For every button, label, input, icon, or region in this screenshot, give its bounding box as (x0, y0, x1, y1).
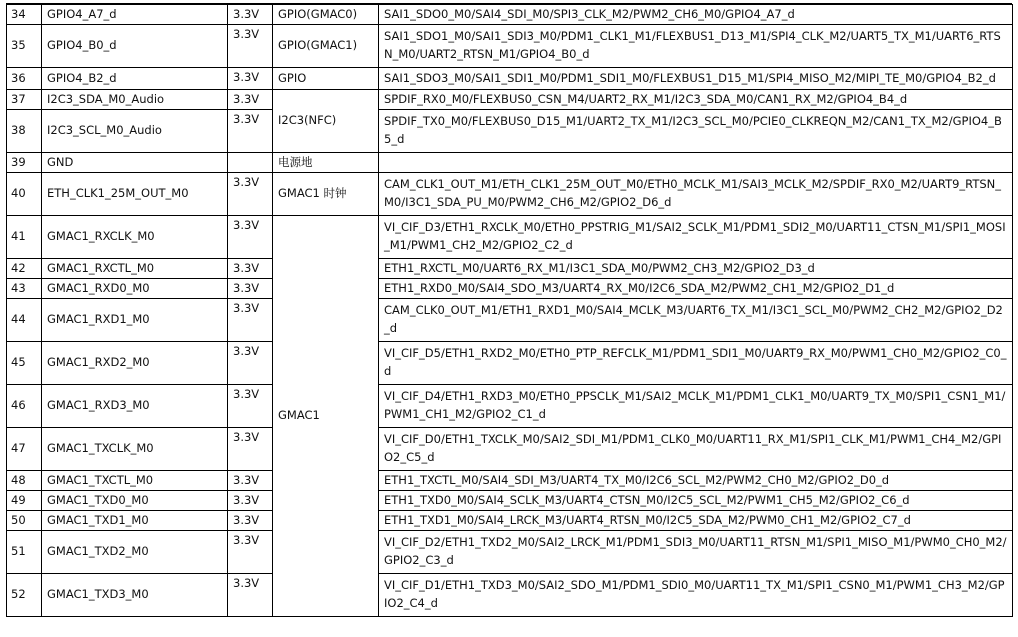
pin-number: 42 (7, 259, 42, 279)
pin-functions: CAM_CLK0_OUT_M1/ETH1_RXD1_M0/SAI4_MCLK_M3/UART6_TX_M1/I3C1_SCL_M0/PWM2_CH2_M2/GPIO2_D2_d (379, 299, 1013, 342)
pin-number: 49 (7, 491, 42, 511)
pin-voltage: 3.3V (228, 491, 273, 511)
pin-functions: ETH1_TXD0_M0/SAI4_SCLK_M3/UART4_CTSN_M0/I2C5_SCL_M2/PWM1_CH5_M2/GPIO2_C6_d (379, 491, 1013, 511)
pin-number: 51 (7, 531, 42, 574)
pin-name: GMAC1_TXD3_M0 (42, 574, 228, 617)
pin-name: GPIO4_B2_d (42, 68, 228, 90)
pin-name: GMAC1_TXD2_M0 (42, 531, 228, 574)
pin-voltage: 3.3V (228, 531, 273, 574)
pin-number: 34 (7, 5, 42, 25)
pin-functions: CAM_CLK1_OUT_M1/ETH_CLK1_25M_OUT_M0/ETH0_MCLK_M1/SAI3_MCLK_M2/SPDIF_RX0_M2/UART9_RTSN_M0/I3C1_SDA_PU_M0/PWM2_CH6_M2/GPIO2_D6_d (379, 173, 1013, 216)
table-row (7, 90, 1013, 110)
pin-functions: VI_CIF_D5/ETH1_RXD2_M0/ETH0_PTP_REFCLK_M1/PDM1_SDI1_M0/UART9_RX_M0/PWM1_CH0_M2/GPIO2_C0_d (379, 342, 1013, 385)
pin-number: 50 (7, 511, 42, 531)
pin-voltage: 3.3V (228, 90, 273, 110)
pin-functions: SAI1_SDO1_M0/SAI1_SDI3_M0/PDM1_CLK1_M1/FLEXBUS1_D13_M1/SPI4_CLK_M2/UART5_TX_M1/UART6_RTSN_M0/UART2_RTSN_M1/GPIO4_B0_d (379, 25, 1013, 68)
table-row (7, 25, 1013, 68)
pin-number: 40 (7, 173, 42, 216)
pin-functions: VI_CIF_D2/ETH1_TXD2_M0/SAI2_LRCK_M1/PDM1_SDI3_M0/UART11_RTSN_M1/SPI1_MISO_M1/PWM0_CH0_M2/GPIO2_C3_d (379, 531, 1013, 574)
pin-name: GMAC1_RXCLK_M0 (42, 216, 228, 259)
pin-voltage: 3.3V (228, 25, 273, 68)
pin-functions: VI_CIF_D0/ETH1_TXCLK_M0/SAI2_SDI_M1/PDM1_CLK0_M0/UART11_RX_M1/SPI1_CLK_M1/PWM1_CH4_M2/GPIO2_C5_d (379, 428, 1013, 471)
pin-name: ETH_CLK1_25M_OUT_M0 (42, 173, 228, 216)
pin-functions: ETH1_TXD1_M0/SAI4_LRCK_M3/UART4_RTSN_M0/I2C5_SDA_M2/PWM0_CH1_M2/GPIO2_C7_d (379, 511, 1013, 531)
pin-number: 44 (7, 299, 42, 342)
pin-voltage (228, 153, 273, 173)
table-row (7, 110, 1013, 153)
pin-voltage: 3.3V (228, 216, 273, 259)
pin-functions: ETH1_TXCTL_M0/SAI4_SDI_M3/UART4_TX_M0/I2C6_SCL_M2/PWM2_CH0_M2/GPIO2_D0_d (379, 471, 1013, 491)
pin-voltage: 3.3V (228, 574, 273, 617)
pin-functions: ETH1_RXD0_M0/SAI4_SDO_M3/UART4_RX_M0/I2C6_SDA_M2/PWM2_CH1_M2/GPIO2_D1_d (379, 279, 1013, 299)
pin-functions: SAI1_SDO3_M0/SAI1_SDI1_M0/PDM1_SDI1_M0/FLEXBUS1_D15_M1/SPI4_MISO_M2/MIPI_TE_M0/GPIO4_B2_d (379, 68, 1013, 90)
pin-functions: SPDIF_TX0_M0/FLEXBUS0_D15_M1/UART2_TX_M1/I2C3_SCL_M0/PCIE0_CLKREQN_M2/CAN1_TX_M2/GPIO4_B5_d (379, 110, 1013, 153)
pin-voltage: 3.3V (228, 173, 273, 216)
table-row (7, 216, 1013, 259)
pin-name: GMAC1_TXD1_M0 (42, 511, 228, 531)
pin-name: I2C3_SCL_M0_Audio (42, 110, 228, 153)
table-row (7, 5, 1013, 25)
pin-name: GMAC1_RXD3_M0 (42, 385, 228, 428)
pin-name: GMAC1_RXD1_M0 (42, 299, 228, 342)
table-row (7, 531, 1013, 574)
table-row (7, 259, 1013, 279)
pin-name: GMAC1_RXD2_M0 (42, 342, 228, 385)
pin-group: 电源地 (273, 153, 379, 173)
pin-functions: VI_CIF_D4/ETH1_RXD3_M0/ETH0_PPSCLK_M1/SAI2_MCLK_M1/PDM1_CLK1_M0/UART9_TX_M0/SPI1_CSN1_M1/PWM1_CH1_M2/GPIO2_C1_d (379, 385, 1013, 428)
pin-functions: ETH1_RXCTL_M0/UART6_RX_M1/I3C1_SDA_M0/PWM2_CH3_M2/GPIO2_D3_d (379, 259, 1013, 279)
pin-voltage: 3.3V (228, 299, 273, 342)
pin-number: 43 (7, 279, 42, 299)
pin-name: GMAC1_RXCTL_M0 (42, 259, 228, 279)
pin-number: 46 (7, 385, 42, 428)
pin-number: 39 (7, 153, 42, 173)
pin-number: 52 (7, 574, 42, 617)
pin-voltage: 3.3V (228, 342, 273, 385)
pin-voltage: 3.3V (228, 471, 273, 491)
pin-group-i2c3: I2C3(NFC) (273, 90, 379, 153)
pin-voltage: 3.3V (228, 511, 273, 531)
pin-functions (379, 153, 1013, 173)
table-row (7, 428, 1013, 471)
pin-voltage: 3.3V (228, 68, 273, 90)
table-row (7, 68, 1013, 90)
pin-voltage: 3.3V (228, 385, 273, 428)
pin-name: GPIO4_B0_d (42, 25, 228, 68)
pin-name: I2C3_SDA_M0_Audio (42, 90, 228, 110)
pin-number: 35 (7, 25, 42, 68)
pin-functions: SAI1_SDO0_M0/SAI4_SDI_M0/SPI3_CLK_M2/PWM2_CH6_M0/GPIO4_A7_d (379, 5, 1013, 25)
pin-voltage: 3.3V (228, 5, 273, 25)
pin-voltage: 3.3V (228, 428, 273, 471)
table-row (7, 299, 1013, 342)
table-row (7, 491, 1013, 511)
pin-functions: VI_CIF_D3/ETH1_RXCLK_M0/ETH0_PPSTRIG_M1/SAI2_SCLK_M1/PDM1_SDI2_M0/UART11_CTSN_M1/SPI1_MOSI_M1/PWM1_CH2_M2/GPIO2_C2_d (379, 216, 1013, 259)
pin-functions: SPDIF_RX0_M0/FLEXBUS0_CSN_M4/UART2_RX_M1/I2C3_SDA_M0/CAN1_RX_M2/GPIO4_B4_d (379, 90, 1013, 110)
pin-number: 47 (7, 428, 42, 471)
pin-group: GPIO(GMAC0) (273, 5, 379, 25)
pin-number: 36 (7, 68, 42, 90)
pin-voltage: 3.3V (228, 279, 273, 299)
pin-group: GMAC1 时钟 (273, 173, 379, 216)
pin-name: GMAC1_TXCTL_M0 (42, 471, 228, 491)
pin-number: 38 (7, 110, 42, 153)
pin-group: GPIO(GMAC1) (273, 25, 379, 68)
pin-number: 37 (7, 90, 42, 110)
table-row (7, 342, 1013, 385)
pin-name: GMAC1_RXD0_M0 (42, 279, 228, 299)
table-row (7, 153, 1013, 173)
table-row (7, 574, 1013, 617)
pin-number: 45 (7, 342, 42, 385)
pin-name: GMAC1_TXD0_M0 (42, 491, 228, 511)
pin-name: GMAC1_TXCLK_M0 (42, 428, 228, 471)
pin-definition-table (6, 4, 1013, 617)
table-row (7, 279, 1013, 299)
pin-voltage: 3.3V (228, 259, 273, 279)
pin-group: GPIO (273, 68, 379, 90)
pin-number: 48 (7, 471, 42, 491)
pin-number: 41 (7, 216, 42, 259)
table-row (7, 173, 1013, 216)
table-row (7, 471, 1013, 491)
pin-name: GND (42, 153, 228, 173)
pin-functions: VI_CIF_D1/ETH1_TXD3_M0/SAI2_SDO_M1/PDM1_SDI0_M0/UART11_TX_M1/SPI1_CSN0_M1/PWM1_CH3_M2/GPIO2_C4_d (379, 574, 1013, 617)
table-row (7, 511, 1013, 531)
table-row (7, 385, 1013, 428)
pin-name: GPIO4_A7_d (42, 5, 228, 25)
pin-group-gmac1: GMAC1 (273, 216, 379, 617)
pin-voltage: 3.3V (228, 110, 273, 153)
